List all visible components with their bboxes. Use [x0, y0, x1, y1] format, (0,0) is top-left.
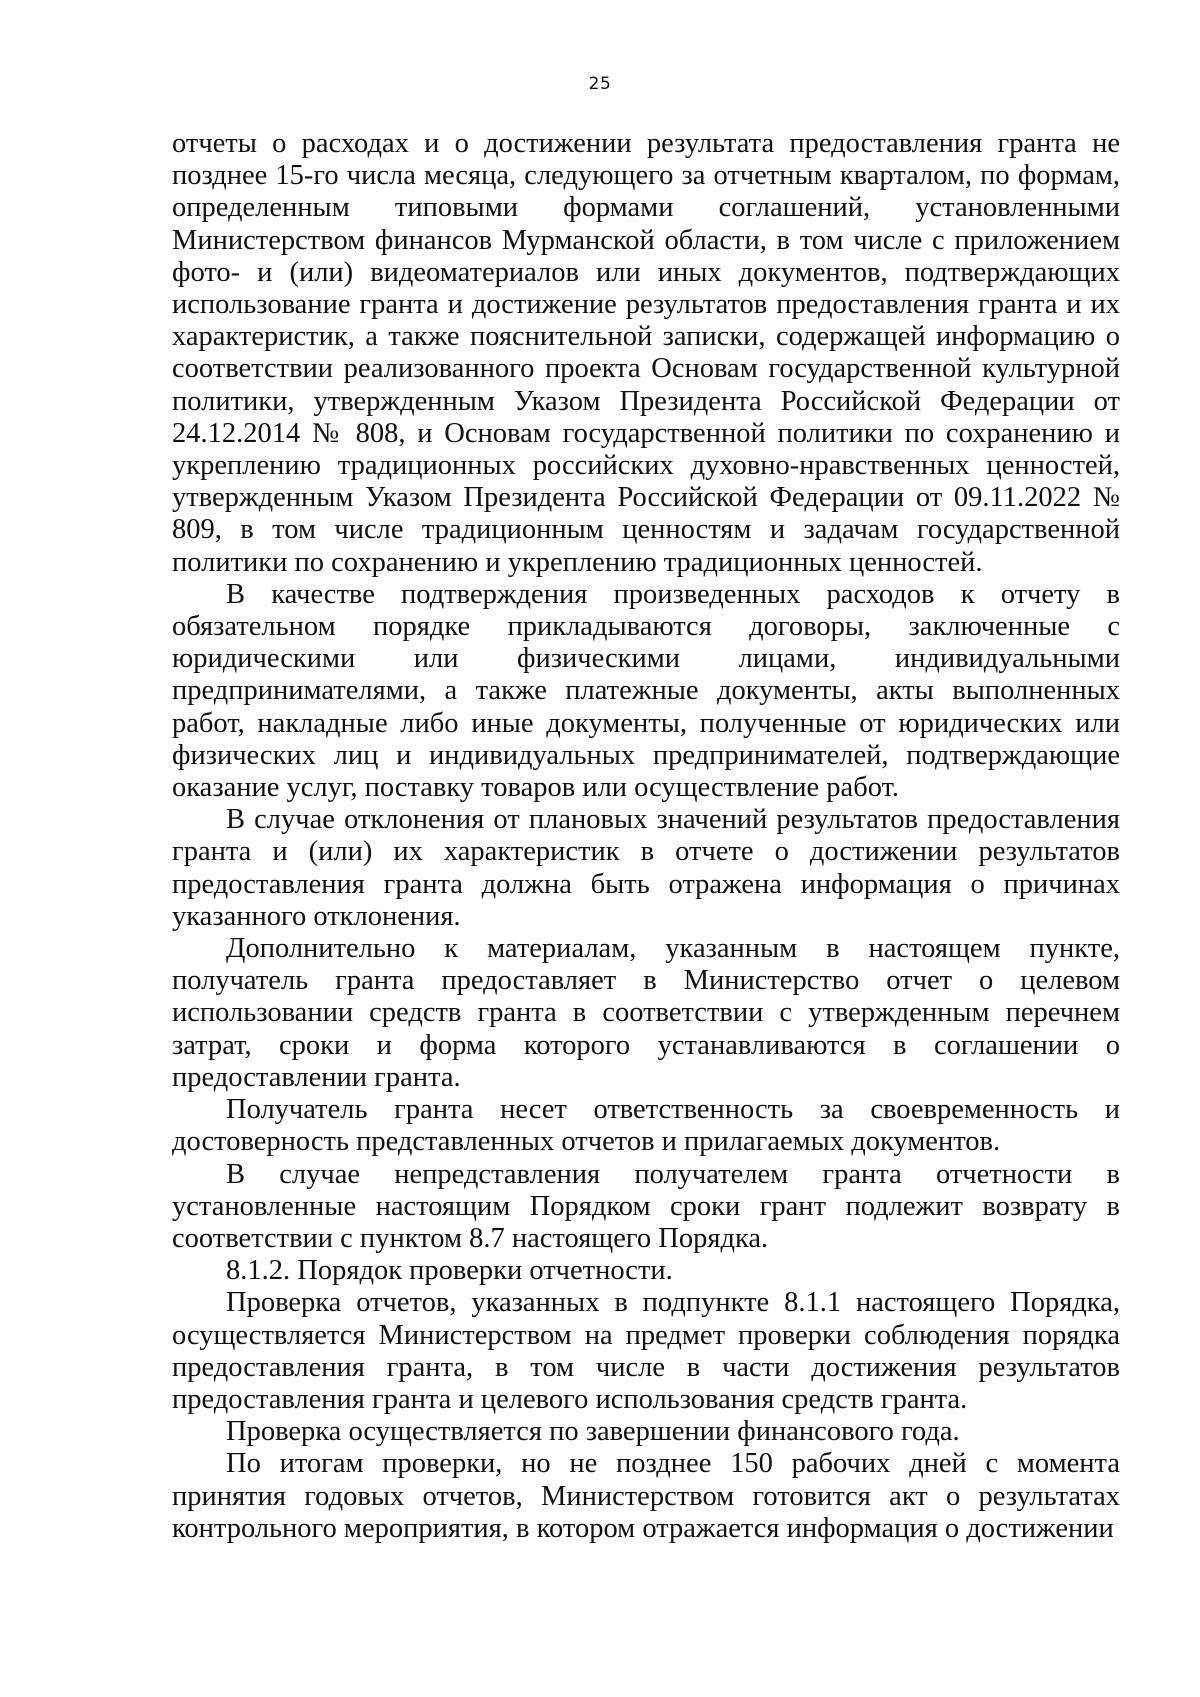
section-heading-8-1-2: 8.1.2. Порядок проверки отчетности.	[226, 1255, 673, 1287]
paragraph-1: отчеты о расходах и о достижении результата предоставления гранта не позднее 15-го числа месяца, следующего за отчетным кварталом, по формам, определенным типовыми формами соглашений, установленными Министерством финансов Мурманской области, в том числе с приложением фото- и (или) видеоматериалов или иных документов, подтверждающих использование гранта и достижение результатов предоставления гранта и их характеристик, а также пояснительной записки, содержащей информацию о соответствии реализованного проекта Основам государственной культурной политики, утвержденным Указом Президента Российской Федерации от 24.12.2014 № 808, и Основам государственной политики по сохранению и укреплению традиционных российских духовно-нравственных ценностей, утвержденным Указом Президента Российской Федерации от 09.11.2022 № 809, в том числе традиционным ценностям и задачам государственной политики по сохранению и укреплению традиционных ценностей.	[172, 128, 1120, 578]
paragraph-5: Получатель гранта несет ответственность за своевременность и достоверность представленных отчетов и прилагаемых документов.	[172, 1094, 1120, 1158]
document-body	[172, 128, 1120, 1545]
paragraph-4: Дополнительно к материалам, указанным в настоящем пункте, получатель гранта предоставляет в Министерство отчет о целевом использовании средств гранта в соответствии с утвержденным перечнем затрат, сроки и форма которого устанавливаются в соглашении о предоставлении гранта.	[172, 933, 1120, 1093]
paragraph-8: Проверка осуществляется по завершении финансового года.	[226, 1416, 960, 1448]
paragraph-2: В качестве подтверждения произведенных расходов к отчету в обязательном порядке прикладываются договоры, заключенные с юридическими или физическими лицами, индивидуальными предпринимателями, а также платежные документы, акты выполненных работ, накладные либо иные документы, полученные от юридических или физических лиц и индивидуальных предпринимателей, подтверждающие оказание услуг, поставку товаров или осуществление работ.	[172, 578, 1120, 804]
paragraph-9: По итогам проверки, но не позднее 150 рабочих дней с момента принятия годовых отчетов, Министерством готовится акт о результатах контрольного мероприятия, в котором отражается информация о достижении	[172, 1448, 1120, 1544]
page-number: 25	[588, 74, 612, 94]
paragraph-6: В случае непредставления получателем гранта отчетности в установленные настоящим Порядком сроки грант подлежит возврату в соответствии с пунктом 8.7 настоящего Порядка.	[172, 1158, 1120, 1254]
paragraph-3: В случае отклонения от плановых значений результатов предоставления гранта и (или) их характеристик в отчете о достижении результатов предоставления гранта должна быть отражена информация о причинах указанного отклонения.	[172, 804, 1120, 932]
paragraph-7: Проверка отчетов, указанных в подпункте 8.1.1 настоящего Порядка, осуществляется Министерством на предмет проверки соблюдения порядка предоставления гранта, в том числе в части достижения результатов предоставления гранта и целевого использования средств гранта.	[172, 1287, 1120, 1415]
